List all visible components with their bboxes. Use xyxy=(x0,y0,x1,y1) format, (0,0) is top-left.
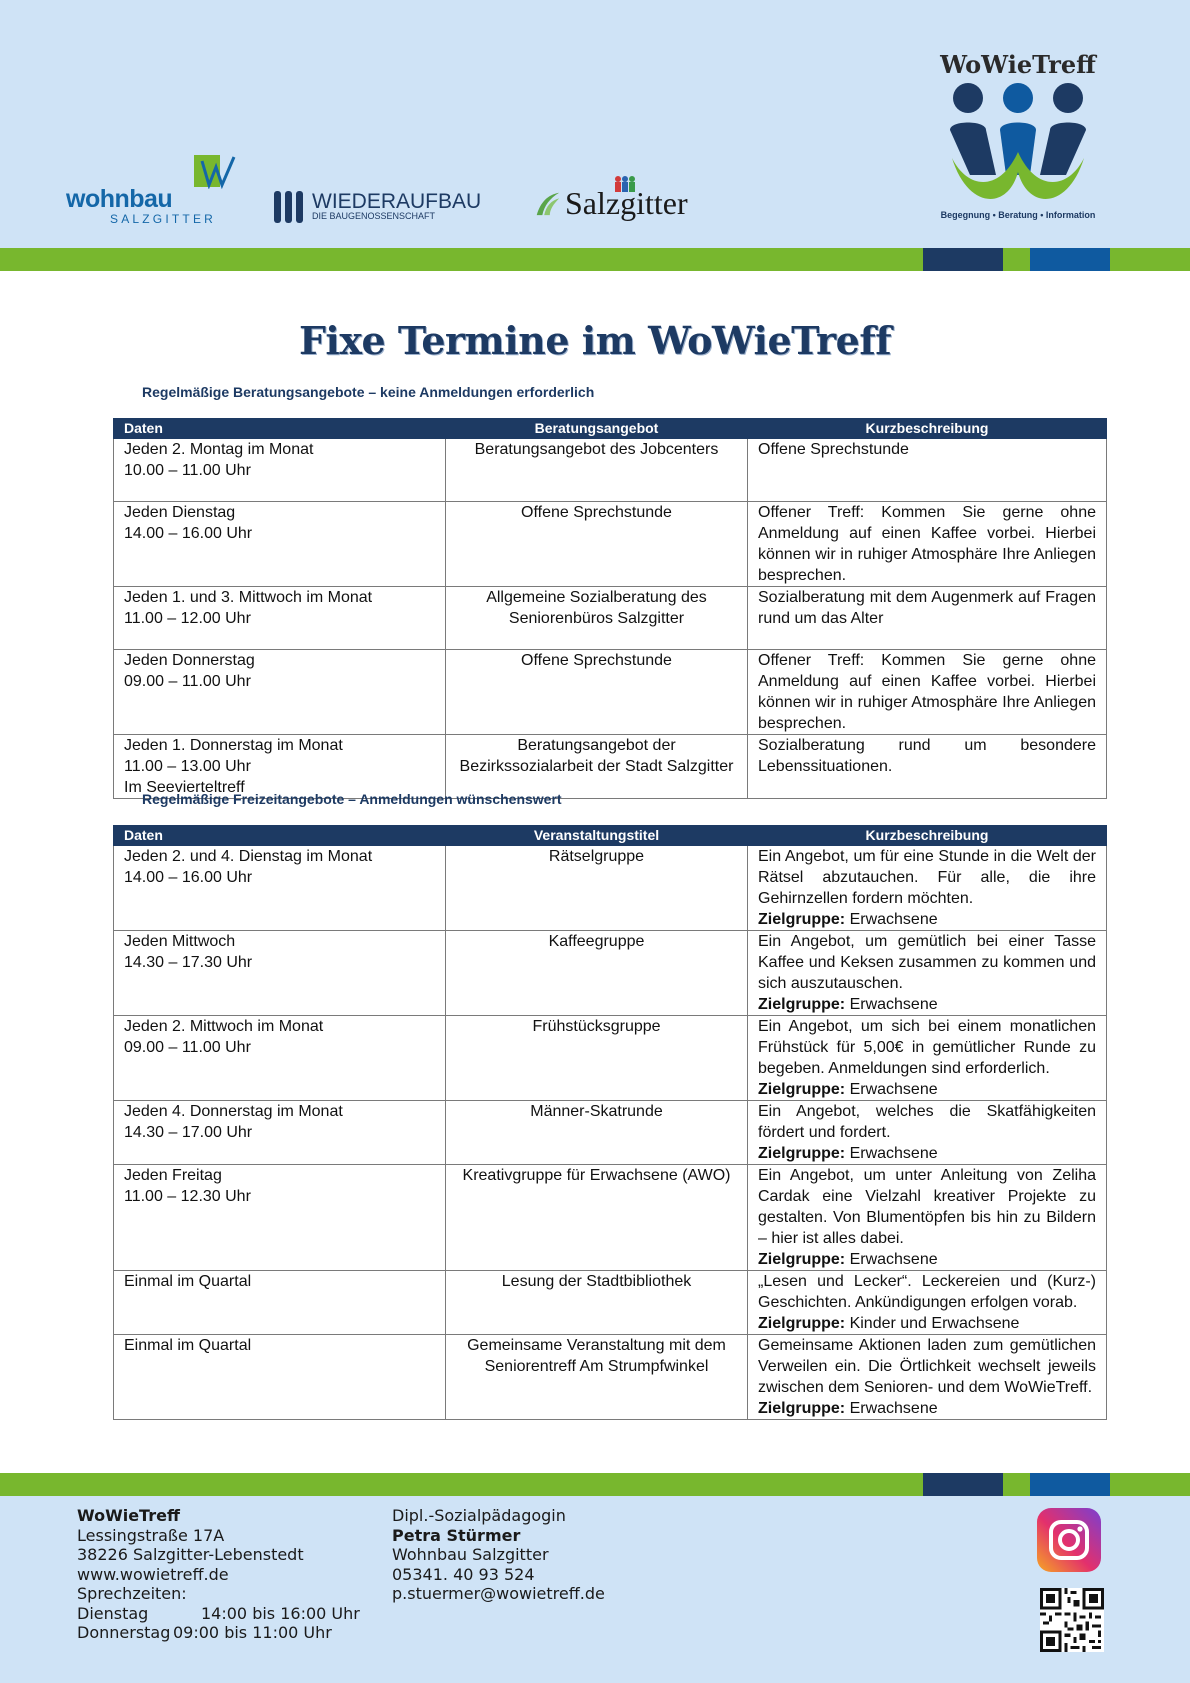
row-date: Jeden Mittwoch 14.30 – 17.30 Uhr xyxy=(114,931,446,1016)
row-offer: Offene Sprechstunde xyxy=(446,650,748,735)
table-row xyxy=(114,502,1107,587)
wiederaufbau-logo[interactable] xyxy=(274,190,482,226)
row-target-group xyxy=(758,1249,1096,1270)
row-offer: Offene Sprechstunde xyxy=(446,502,748,587)
target-value: Erwachsene xyxy=(849,1251,938,1268)
wohnbau-subline: SALZGITTER xyxy=(110,212,217,226)
footer-contact xyxy=(77,1506,360,1643)
header-stripe xyxy=(0,248,1190,271)
footer-stripe xyxy=(0,1473,1190,1496)
row-title: Lesung der Stadtbibliothek xyxy=(446,1271,748,1335)
row-description: Ein Angebot, welches die Skatfähigkeiten fördert und fordert. xyxy=(758,1103,1096,1141)
row-offer: Beratungsangebot der Bezirkssozialarbeit der Stadt Salzgitter xyxy=(446,735,748,799)
row-description-cell xyxy=(748,1016,1107,1101)
target-value: Erwachsene xyxy=(849,911,938,928)
table-row xyxy=(114,931,1107,1016)
stripe-navy-block xyxy=(923,1473,1003,1496)
target-label: Zielgruppe: xyxy=(758,1145,846,1162)
col-header-dates: Daten xyxy=(114,826,446,846)
row-date: Jeden 1. Donnerstag im Monat 11.00 – 13.00 Uhr Im Seevierteltreff xyxy=(114,735,446,799)
person-role: Dipl.-Sozialpädagogin xyxy=(392,1506,566,1525)
contact-name: WoWieTreff xyxy=(77,1506,180,1525)
section1-heading: Regelmäßige Beratungsangebote – keine Anmeldungen erforderlich xyxy=(142,384,595,400)
hours-row xyxy=(77,1623,360,1643)
row-target-group xyxy=(758,1143,1096,1164)
table-row xyxy=(114,1165,1107,1271)
col-header-description: Kurzbeschreibung xyxy=(748,826,1107,846)
footer-person xyxy=(392,1506,605,1604)
row-title: Kaffeegruppe xyxy=(446,931,748,1016)
target-label: Zielgruppe: xyxy=(758,996,846,1013)
col-header-dates: Daten xyxy=(114,419,446,439)
table-header-row xyxy=(114,826,1107,846)
row-description-cell xyxy=(748,931,1107,1016)
salzgitter-logo[interactable] xyxy=(533,175,713,227)
row-date: Jeden 4. Donnerstag im Monat 14.30 – 17.00 Uhr xyxy=(114,1101,446,1165)
wohnbau-mark-icon xyxy=(194,155,238,189)
target-value: Erwachsene xyxy=(849,1400,938,1417)
row-date: Jeden 2. Mittwoch im Monat 09.00 – 11.00 Uhr xyxy=(114,1016,446,1101)
table-row xyxy=(114,1101,1107,1165)
stripe-blue-block xyxy=(1030,248,1110,271)
contact-street: Lessingstraße 17A xyxy=(77,1525,225,1545)
target-value: Erwachsene xyxy=(849,1145,938,1162)
person-name: Petra Stürmer xyxy=(392,1525,521,1545)
row-description-cell xyxy=(748,846,1107,931)
wiederaufbau-mark-icon xyxy=(274,191,306,223)
wiederaufbau-wordmark: WIEDERAUFBAU xyxy=(312,190,482,213)
qr-code-icon[interactable] xyxy=(1040,1588,1104,1652)
row-description: Offener Treff: Kommen Sie gerne ohne Anmeldung auf einen Kaffee vorbei. Hierbei können wir in ruhiger Atmosphäre Ihre Anliegen besprechen. xyxy=(748,502,1107,587)
row-date: Jeden Donnerstag 09.00 – 11.00 Uhr xyxy=(114,650,446,735)
row-description: „Lesen und Lecker“. Leckereien und (Kurz-) Geschichten. Ankündigungen erfolgen vorab. xyxy=(758,1273,1096,1311)
row-description: Ein Angebot, um sich bei einem monatlichen Frühstück für 5,00€ in gemütlicher Runde zu begeben. Anmeldungen sind erforderlich. xyxy=(758,1018,1096,1077)
contact-website-link[interactable]: www.wowietreff.de xyxy=(77,1564,229,1584)
row-description-cell xyxy=(748,1165,1107,1271)
row-date: Jeden 2. Montag im Monat 10.00 – 11.00 Uhr xyxy=(114,439,446,502)
row-description: Ein Angebot, um für eine Stunde in die Welt der Rätsel abzutauchen. Für alle, die ihre Gehirnzellen fordern möchten. xyxy=(758,848,1096,907)
row-date: Einmal im Quartal xyxy=(114,1271,446,1335)
row-offer: Beratungsangebot des Jobcenters xyxy=(446,439,748,502)
col-header-offer: Beratungsangebot xyxy=(446,419,748,439)
target-label: Zielgruppe: xyxy=(758,1400,846,1417)
wiederaufbau-subline: DIE BAUGENOSSENSCHAFT xyxy=(312,211,436,221)
row-target-group xyxy=(758,1313,1096,1334)
row-target-group xyxy=(758,909,1096,930)
row-title: Kreativgruppe für Erwachsene (AWO) xyxy=(446,1165,748,1271)
page-title: Fixe Termine im WoWieTreff xyxy=(298,318,892,363)
wowietreff-logo[interactable] xyxy=(930,48,1106,226)
col-header-description: Kurzbeschreibung xyxy=(748,419,1107,439)
row-title: Gemeinsame Veranstaltung mit dem Seniorentreff Am Strumpfwinkel xyxy=(446,1335,748,1420)
table-row xyxy=(114,587,1107,650)
row-title: Rätselgruppe xyxy=(446,846,748,931)
table-row xyxy=(114,650,1107,735)
row-description-cell xyxy=(748,1335,1107,1420)
hours-day: Donnerstag xyxy=(77,1623,171,1642)
header-band xyxy=(0,0,1190,248)
wohnbau-logo[interactable] xyxy=(66,155,242,227)
person-org: Wohnbau Salzgitter xyxy=(392,1545,549,1564)
row-title: Männer-Skatrunde xyxy=(446,1101,748,1165)
row-date: Jeden 2. und 4. Dienstag im Monat 14.00 – 16.00 Uhr xyxy=(114,846,446,931)
hours-time: 09:00 bis 11:00 Uhr xyxy=(173,1623,332,1642)
row-description: Sozialberatung rund um besondere Lebenssituationen. xyxy=(748,735,1107,799)
target-value: Kinder und Erwachsene xyxy=(849,1315,1020,1332)
row-title: Frühstücksgruppe xyxy=(446,1016,748,1101)
row-date: Jeden 1. und 3. Mittwoch im Monat 11.00 – 12.00 Uhr xyxy=(114,587,446,650)
salzgitter-wave-icon xyxy=(533,189,561,217)
col-header-title: Veranstaltungstitel xyxy=(446,826,748,846)
hours-row xyxy=(77,1604,360,1624)
row-offer: Allgemeine Sozialberatung des Seniorenbüros Salzgitter xyxy=(446,587,748,650)
table-row xyxy=(114,1271,1107,1335)
table-row xyxy=(114,439,1107,502)
row-date: Einmal im Quartal xyxy=(114,1335,446,1420)
row-target-group xyxy=(758,1398,1096,1419)
wowietreff-tagline: Begegnung • Beratung • Information xyxy=(940,210,1096,220)
target-value: Erwachsene xyxy=(849,1081,938,1098)
instagram-icon[interactable] xyxy=(1037,1508,1101,1572)
row-date: Jeden Freitag 11.00 – 12.30 Uhr xyxy=(114,1165,446,1271)
row-date: Jeden Dienstag 14.00 – 16.00 Uhr xyxy=(114,502,446,587)
target-label: Zielgruppe: xyxy=(758,1251,846,1268)
wowietreff-wordmark: WoWieTreff xyxy=(940,50,1096,79)
target-label: Zielgruppe: xyxy=(758,1081,846,1098)
table-row xyxy=(114,1335,1107,1420)
person-phone[interactable]: 05341. 40 93 524 xyxy=(392,1564,535,1584)
hours-time: 14:00 bis 16:00 Uhr xyxy=(201,1603,360,1623)
table-row xyxy=(114,846,1107,931)
hours-day: Dienstag xyxy=(77,1603,149,1623)
target-value: Erwachsene xyxy=(849,996,938,1013)
row-target-group xyxy=(758,1079,1096,1100)
row-description-cell xyxy=(748,1101,1107,1165)
target-label: Zielgruppe: xyxy=(758,1315,846,1332)
row-description: Ein Angebot, um unter Anleitung von Zeliha Cardak eine Vielzahl kreativer Projekte zu gestalten. Von Blumentöpfen bis hin zu Bildern – hier ist alles dabei. xyxy=(758,1167,1096,1247)
table-row xyxy=(114,735,1107,799)
section2-heading: Regelmäßige Freizeitangebote – Anmeldungen wünschenswert xyxy=(142,791,562,807)
hours-label: Sprechzeiten: xyxy=(77,1584,187,1603)
stripe-navy-block xyxy=(923,248,1003,271)
table-row xyxy=(114,1016,1107,1101)
wowietreff-mark-icon xyxy=(948,80,1088,208)
target-label: Zielgruppe: xyxy=(758,911,846,928)
stripe-blue-block xyxy=(1030,1473,1110,1496)
consultation-table xyxy=(113,418,1107,799)
row-description: Ein Angebot, um gemütlich bei einer Tasse Kaffee und Keksen zusammen zu kommen und sich auszutauschen. xyxy=(758,933,1096,992)
row-description: Sozialberatung mit dem Augenmerk auf Fragen rund um das Alter xyxy=(748,587,1107,650)
salzgitter-wordmark: Salzgitter xyxy=(565,185,688,221)
table-header-row xyxy=(114,419,1107,439)
person-email-link[interactable]: p.stuermer@wowietreff.de xyxy=(392,1584,605,1603)
row-description: Offene Sprechstunde xyxy=(748,439,1107,502)
contact-city: 38226 Salzgitter-Lebenstedt xyxy=(77,1545,304,1564)
leisure-table xyxy=(113,825,1107,1420)
row-description: Offener Treff: Kommen Sie gerne ohne Anmeldung auf einen Kaffee vorbei. Hierbei können wir in ruhiger Atmosphäre Ihre Anliegen besprechen. xyxy=(748,650,1107,735)
row-description-cell xyxy=(748,1271,1107,1335)
row-description: Gemeinsame Aktionen laden zum gemütlichen Verweilen ein. Die Örtlichkeit wechselt jeweils zwischen dem Senioren- und dem WoWieTreff. xyxy=(758,1337,1096,1396)
wohnbau-wordmark: wohnbau xyxy=(66,185,173,213)
row-target-group xyxy=(758,994,1096,1015)
